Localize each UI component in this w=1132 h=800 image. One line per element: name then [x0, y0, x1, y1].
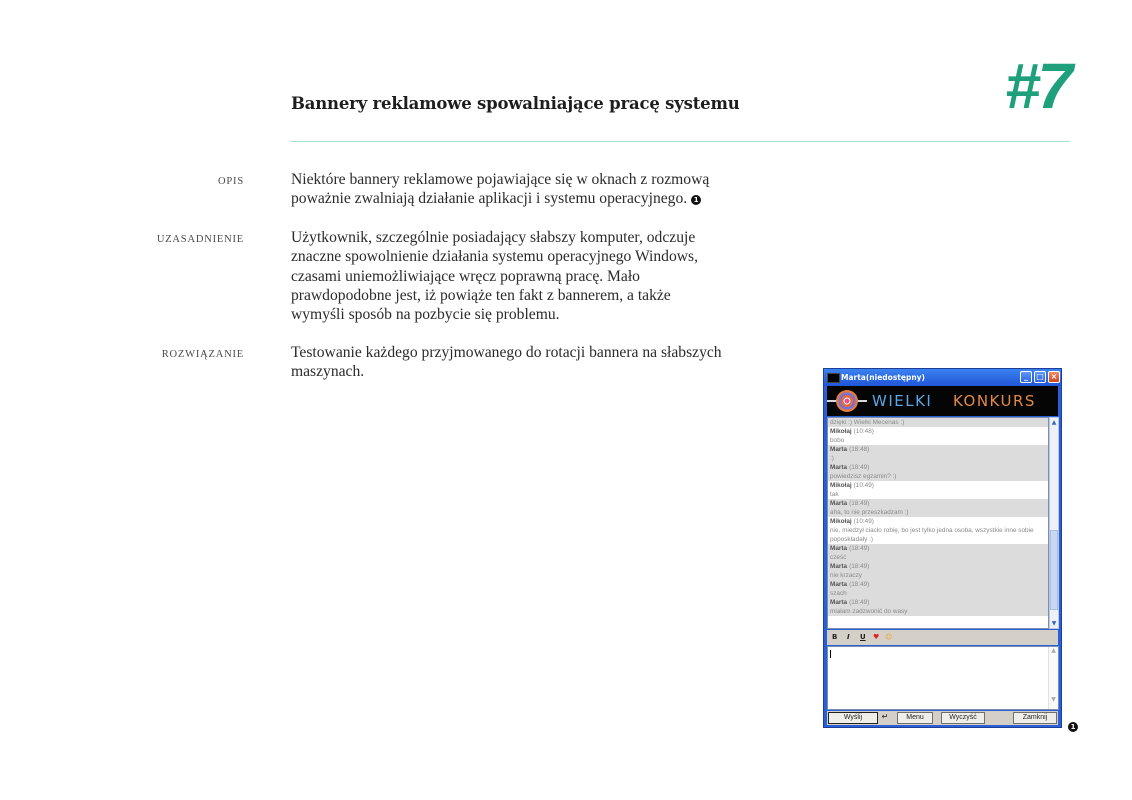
footnote-marker: 1: [691, 195, 701, 205]
chat-message-line: [828, 499, 1048, 508]
maximize-icon[interactable]: □: [1034, 371, 1046, 383]
paragraph-opis-text: Niektóre bannery reklamowe pojawiające się w oknach z rozmową poważnie zwalniają działanie aplikacji i systemu operacyjnego.: [291, 171, 710, 208]
message-time: (18:49): [849, 545, 870, 552]
message-time: (10:48): [853, 428, 874, 435]
chat-message-line: [828, 508, 1048, 517]
chat-message-line: [828, 517, 1048, 526]
chat-message-line: [828, 598, 1048, 607]
message-text: tak: [830, 491, 839, 498]
chat-message-line: [828, 589, 1048, 598]
scroll-up-icon[interactable]: ▲: [1051, 419, 1057, 426]
message-author: Marta: [830, 599, 848, 606]
message-text: nie, miedzył ciacło robię, bo jest tylko jedna osoba, wszystkie inne sobie poposkładały :): [830, 527, 1034, 543]
target-logo-icon: [836, 390, 858, 412]
send-button[interactable]: Wyślij: [828, 712, 878, 724]
chat-history: [827, 417, 1049, 629]
chat-message-line: [828, 607, 1048, 616]
clear-button[interactable]: Wyczyść: [941, 712, 985, 724]
chat-message-line: [828, 562, 1048, 571]
chat-message-line: [828, 580, 1048, 589]
chat-window-screenshot: [823, 368, 1062, 728]
message-time: (18:49): [849, 500, 870, 507]
message-author: Mikołaj: [830, 518, 852, 525]
figure-footnote-marker: 1: [1068, 722, 1078, 732]
enter-icon[interactable]: ↵: [881, 712, 889, 721]
chat-message-line: [828, 454, 1048, 463]
label-rozwiazanie: ROZWIĄZANIE: [161, 349, 244, 360]
window-title: Marta(niedostępny): [841, 373, 925, 382]
paragraph-uzasadnienie: Użytkownik, szczególnie posiadający słabszy komputer, odczuje znaczne spowolnienie działania systemu operacyjnego Windows, czasami uniemożliwiające wręcz poprawną pracę. Mało prawdopodobne jest, iż powiąże ten fakt z bannerem, a także wymyśli sposób na pozbycie się problemu.: [291, 229, 698, 324]
format-toolbar: [827, 630, 1058, 645]
message-text: dzięki :) Wielki Mecenas :): [830, 419, 905, 426]
label-opis: OPIS: [218, 176, 244, 187]
window-app-icon: [827, 373, 840, 383]
title-divider: [291, 141, 1070, 142]
message-time: (18:49): [849, 581, 870, 588]
message-author: Mikołaj: [830, 428, 852, 435]
menu-button[interactable]: Menu: [897, 712, 933, 724]
message-text: nie krzaczy: [830, 572, 862, 579]
message-time: (18:49): [849, 599, 870, 606]
message-text: powiedzisz egzamin? :): [830, 473, 897, 480]
message-time: (18:49): [849, 563, 870, 570]
close-icon[interactable]: ×: [1048, 371, 1060, 383]
section-number: #7: [1004, 50, 1070, 122]
window-titlebar: [824, 369, 1061, 386]
chat-message-line: [828, 472, 1048, 481]
message-text: aha, to nie przeszkadzam :): [830, 509, 909, 516]
message-author: Mikołaj: [830, 482, 852, 489]
chat-message-line: [828, 418, 1048, 427]
message-text: :): [830, 455, 834, 462]
message-time: (18:48): [849, 446, 870, 453]
page-title: Bannery reklamowe spowalniające pracę systemu: [291, 94, 740, 113]
chat-message-line: [828, 436, 1048, 445]
underline-button[interactable]: U: [860, 633, 866, 641]
color-picker-icon[interactable]: ♥: [873, 633, 880, 641]
ad-banner[interactable]: [827, 386, 1058, 416]
message-input[interactable]: [827, 646, 1059, 710]
message-author: Marta: [830, 446, 848, 453]
chat-message-line: [828, 463, 1048, 472]
close-button[interactable]: Zamknij: [1013, 712, 1057, 724]
label-uzasadnienie: UZASADNIENIE: [156, 234, 244, 245]
scroll-down-icon[interactable]: ▼: [1051, 620, 1057, 627]
italic-button[interactable]: I: [847, 633, 850, 641]
message-text: cześć: [830, 554, 847, 561]
chat-message-line: [828, 553, 1048, 562]
chat-message-line: [828, 544, 1048, 553]
message-author: Marta: [830, 464, 848, 471]
message-time: (10:49): [853, 482, 874, 489]
input-scrollbar[interactable]: ▲ ▼: [1048, 647, 1058, 709]
message-author: Marta: [830, 581, 848, 588]
message-text: bobo: [830, 437, 845, 444]
chat-message-line: [828, 427, 1048, 436]
minimize-icon[interactable]: _: [1020, 371, 1032, 383]
chat-message-line: [828, 490, 1048, 499]
message-time: (18:49): [849, 464, 870, 471]
banner-word-1: WIELKI: [872, 392, 933, 410]
paragraph-opis: [291, 170, 721, 209]
message-text: szach: [830, 590, 847, 597]
text-caret: [830, 650, 831, 658]
message-author: Marta: [830, 545, 848, 552]
banner-word-2: KONKURS: [953, 392, 1036, 410]
chat-message-line: [828, 445, 1048, 454]
bold-button[interactable]: B: [832, 633, 838, 641]
message-text: miałam zadzwonić do wasy: [830, 608, 908, 615]
message-author: Marta: [830, 500, 848, 507]
button-row: [827, 711, 1058, 725]
message-time: (10:49): [853, 518, 874, 525]
paragraph-rozwiazanie: Testowanie każdego przyjmowanego do rotacji bannera na słabszych maszynach.: [291, 344, 722, 381]
chat-message-line: [828, 571, 1048, 580]
chat-message-line: [828, 481, 1048, 490]
scroll-thumb[interactable]: [1050, 530, 1058, 610]
chat-message-line: [828, 526, 1048, 544]
emoticon-icon[interactable]: ☺: [885, 633, 893, 641]
chat-scrollbar[interactable]: [1049, 417, 1059, 629]
message-author: Marta: [830, 563, 848, 570]
